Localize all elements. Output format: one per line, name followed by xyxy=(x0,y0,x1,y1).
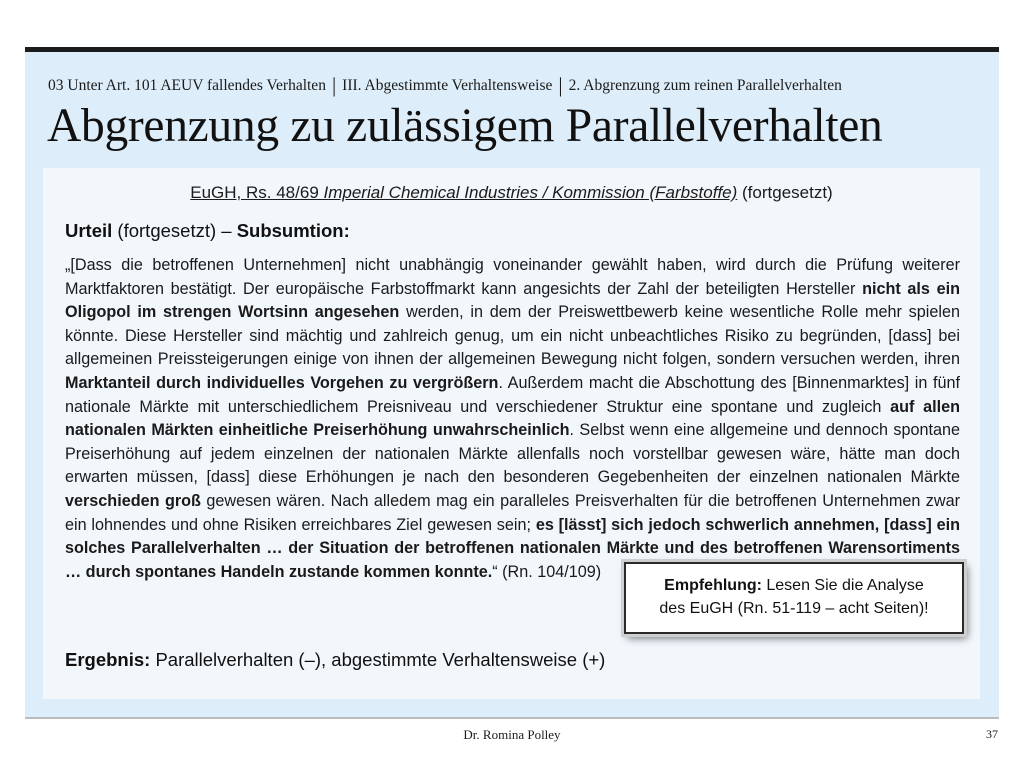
case-suffix: (fortgesetzt) xyxy=(737,183,833,202)
case-heading xyxy=(43,183,980,203)
quote-emphasis: verschieden groß xyxy=(65,491,201,510)
result-label: Ergebnis: xyxy=(65,649,151,670)
quote-emphasis: es [lässt] sich jedoch schwerlich annehmen, [dass] ein solches Parallelverhalten … der Situation der betroffenen nationalen Märkte und des betroffenen Warensortiments … durch spontanes Handeln zustande kommen konnte. xyxy=(65,515,960,581)
section-label-judgment: Urteil xyxy=(65,220,113,241)
quote-emphasis: auf allen nationalen Märkten einheitliche Preiserhöhung unwahrscheinlich xyxy=(65,397,960,440)
case-name: Imperial Chemical Industries / Kommission (Farbstoffe) xyxy=(323,183,738,202)
footer-author: Dr. Romina Polley xyxy=(463,727,561,742)
page-number: 37 xyxy=(986,727,998,741)
quote-text: . Außerdem macht die Abschottung des [Binnenmarktes] in fünf nationale Märkte mit unterschiedlichem Preisniveau und verschiedener Struktur eine spontane und zugleich xyxy=(65,373,960,416)
section-label xyxy=(65,220,350,242)
section-label-continued: (fortgesetzt) – xyxy=(112,220,237,241)
recommendation-label: Empfehlung: xyxy=(664,577,762,594)
recommendation-text-line1: Lesen Sie die Analyse xyxy=(761,577,924,594)
result-text: Parallelverhalten (–), abgestimmte Verhaltensweise (+) xyxy=(150,649,606,670)
breadcrumb-separator: | xyxy=(331,73,337,97)
quote-text: gewesen wären. Nach alledem mag ein paralleles Preisverhalten für die betroffenen Unternehmen zwar ein lohnendes und ohne Risiken erreichbares Ziel gewesen sein; xyxy=(65,491,960,534)
case-number: EuGH, Rs. 48/69 xyxy=(190,183,324,202)
result-line xyxy=(65,649,605,671)
footer-divider xyxy=(25,717,999,719)
judgment-quote xyxy=(65,254,960,584)
recommendation-text-line2: des EuGH (Rn. 51-119 – acht Seiten)! xyxy=(659,600,929,617)
quote-emphasis: nicht als ein Oligopol im strengen Wortsinn angesehen xyxy=(65,279,960,322)
quote-citation: “ (Rn. 104/109) xyxy=(492,562,602,581)
case-reference-link[interactable] xyxy=(190,183,737,202)
breadcrumb xyxy=(48,71,988,96)
quote-text: werden, in dem der Preiswettbewerb keine wesentliche Rolle mehr spielen könnte. Diese Hersteller sind mächtig und zahlreich genug, um ein nicht unbeachtliches Risiko zu begründen, [dass] bei allgemeinen Preissteigerungen einige von ihnen der allgemeinen Bewegung nicht folgen, sondern versuchen werden, ihren xyxy=(65,303,960,369)
breadcrumb-separator: | xyxy=(558,73,563,97)
recommendation-callout xyxy=(624,562,964,634)
quote-emphasis: Marktanteil durch individuelles Vorgehen zu vergrößern xyxy=(65,373,499,392)
quote-text: . Selbst wenn eine allgemeine und dennoch spontane Preiserhöhung auf jedem einzelnen der nationalen Märkte allenfalls noch vorstellbar gewesen wäre, hätte man doch erwarten müssen, [dass] diese Erhöhungen je nach den besonderen Gegebenheiten der einzelnen nationalen Märkte xyxy=(65,421,960,487)
quote-text: „[Dass die betroffenen Unternehmen] nicht unabhängig voneinander gewählt haben, wird durch die Prüfung weiterer Marktfaktoren bestätigt. Der europäische Farbstoffmarkt kann angesichts der Zahl der beteiligten Hersteller xyxy=(65,256,960,298)
breadcrumb-item-section: III. Abgestimmte Verhaltensweise xyxy=(342,77,553,94)
page-title: Abgrenzung zu zulässigem Parallelverhalten xyxy=(47,100,883,152)
breadcrumb-item-chapter: 03 Unter Art. 101 AEUV fallendes Verhalten xyxy=(48,77,326,94)
breadcrumb-item-subsection: 2. Abgrenzung zum reinen Parallelverhalten xyxy=(568,77,842,94)
section-label-subsumption: Subsumtion: xyxy=(236,220,350,241)
